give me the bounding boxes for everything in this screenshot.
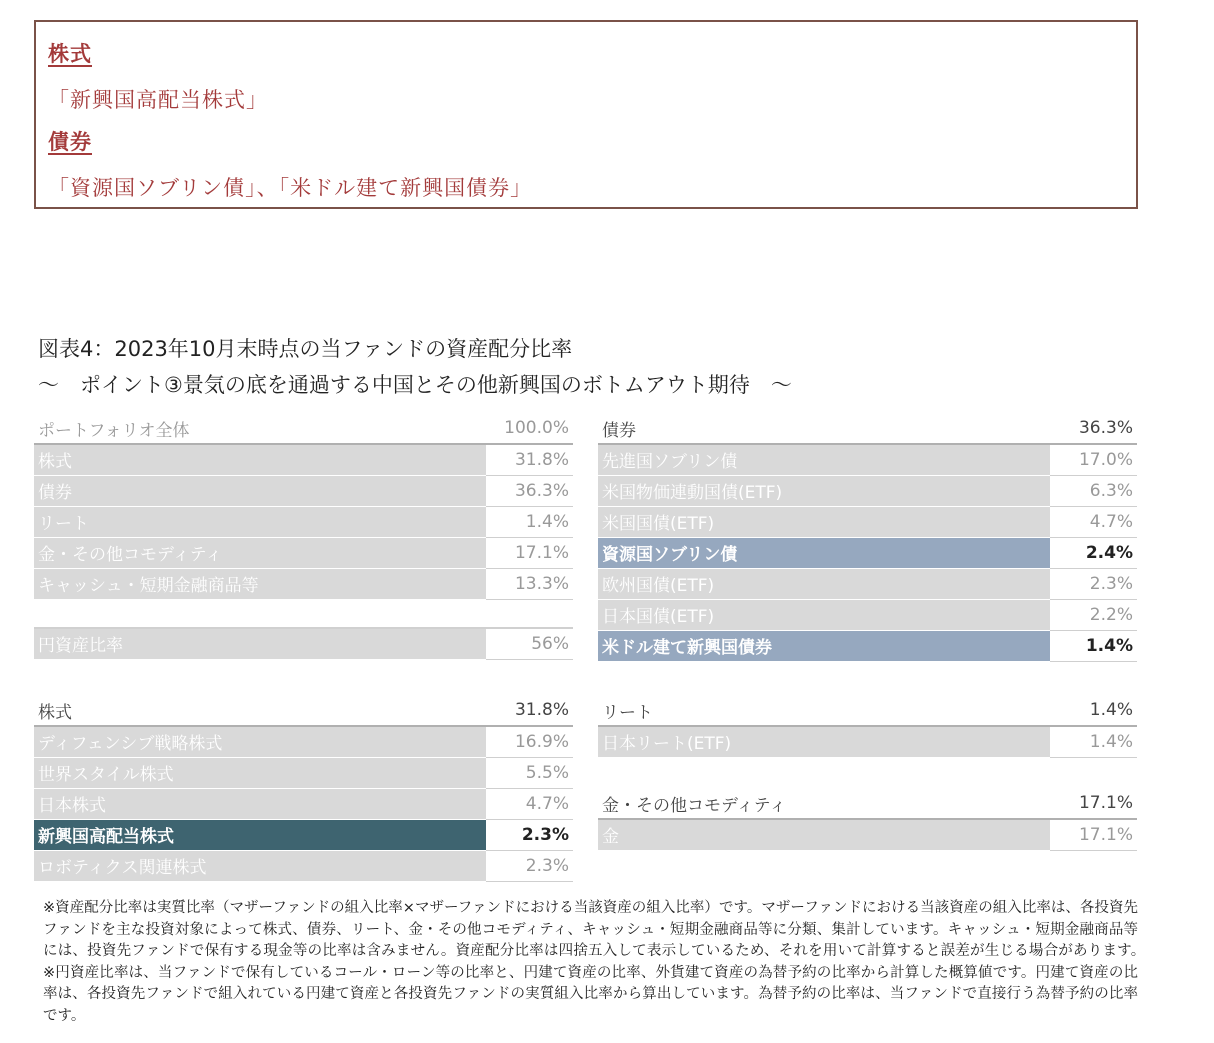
- row-label: 債券: [34, 475, 486, 506]
- row-value: 2.3%: [486, 819, 573, 850]
- header-value: 1.4%: [1050, 695, 1137, 726]
- chart-title: 図表4：2023年10月末時点の当ファンドの資産配分比率: [38, 337, 573, 361]
- row-value: 2.2%: [1050, 599, 1137, 630]
- row-label: 欧州国債(ETF): [598, 568, 1050, 599]
- row-label: 株式: [34, 444, 486, 475]
- row-value: 17.1%: [486, 537, 573, 568]
- table-row: [34, 475, 573, 506]
- footnote: ※資産配分比率は実質比率（マザーファンドの組入比率×マザーファンドにおける当該資産の組入比率）です。マザーファンドにおける当該資産の組入比率は、各投資先ファンドを主な投資対象によって株式、債券、リート、金・その他コモディティ、キャッシュ・短期金融商品等に分類、集計しています。キャッシュ・短期金融商品等には、投資先ファンドで保有する現金等の比率は含みません。資産配分比率は四捨五入して表示しているため、それを用いて計算すると誤差が生じる場合があります。 ※円資産比率は、当ファンドで保有しているコール・ローン等の比率と、円建て資産の比率、外貨建て資産の為替予約の比率から計算した概算値です。円建て資産の比率は、各投資先ファンドで組入れている円建て資産と各投資先ファンドの実質組入比率から算出しています。為替予約の比率は、当ファンドで直接行う為替予約の比率です。: [43, 900, 1153, 1024]
- row-value: 2.3%: [486, 850, 573, 881]
- header-label: ポートフォリオ全体: [34, 413, 486, 444]
- header-label: 株式: [34, 695, 486, 726]
- row-label: ディフェンシブ戦略株式: [34, 726, 486, 757]
- row-value: 4.7%: [1050, 506, 1137, 537]
- row-value: 16.9%: [486, 726, 573, 757]
- table-row: [34, 726, 573, 757]
- row-label: 新興国高配当株式: [34, 819, 486, 850]
- table-row: [34, 506, 573, 537]
- table-header: [34, 413, 573, 444]
- chart-subtitle: ～ ポイント③景気の底を通過する中国とその他新興国のボトムアウト期待 ～: [38, 373, 792, 397]
- bond-items: 「資源国ソブリン債」、「米ドル建て新興国債券」: [48, 176, 533, 200]
- row-label: 日本リート(ETF): [598, 726, 1050, 757]
- yen-ratio-label: 円資産比率: [34, 628, 486, 659]
- header-value: 100.0%: [486, 413, 573, 444]
- table-row: [598, 444, 1137, 475]
- highlight-row: [598, 630, 1137, 661]
- row-value: 2.3%: [1050, 568, 1137, 599]
- table-row: [34, 568, 573, 599]
- row-value: 4.7%: [486, 788, 573, 819]
- table-header: [598, 695, 1137, 726]
- yen-ratio-value: 56%: [486, 628, 573, 659]
- table-spacer: [34, 599, 573, 628]
- row-label: 日本株式: [34, 788, 486, 819]
- reit-table: [598, 695, 1137, 758]
- row-label: 日本国債(ETF): [598, 599, 1050, 630]
- row-value: 2.4%: [1050, 537, 1137, 568]
- table-row: [598, 475, 1137, 506]
- row-label: 世界スタイル株式: [34, 757, 486, 788]
- row-label: 米国国債(ETF): [598, 506, 1050, 537]
- table-row: [34, 537, 573, 568]
- table-header: [598, 413, 1137, 444]
- row-label: 米ドル建て新興国債券: [598, 630, 1050, 661]
- row-label: 資源国ソブリン債: [598, 537, 1050, 568]
- row-label: リート: [34, 506, 486, 537]
- row-value: 5.5%: [486, 757, 573, 788]
- header-value: 36.3%: [1050, 413, 1137, 444]
- header-value: 31.8%: [486, 695, 573, 726]
- bonds-table: [598, 413, 1137, 662]
- table-row: [34, 788, 573, 819]
- header-label: 債券: [598, 413, 1050, 444]
- equity-items: 「新興国高配当株式」: [48, 88, 268, 112]
- table-row: [598, 506, 1137, 537]
- row-value: 1.4%: [1050, 726, 1137, 757]
- highlight-box: [34, 20, 1138, 209]
- bond-heading: 債券: [48, 130, 92, 154]
- header-value: 17.1%: [1050, 788, 1137, 819]
- row-label: 金・その他コモディティ: [34, 537, 486, 568]
- row-value: 31.8%: [486, 444, 573, 475]
- row-label: 金: [598, 819, 1050, 850]
- equity-heading: 株式: [48, 42, 92, 66]
- highlight-row: [598, 537, 1137, 568]
- header-label: リート: [598, 695, 1050, 726]
- table-row: [34, 444, 573, 475]
- portfolio-table: [34, 413, 573, 660]
- table-header: [34, 695, 573, 726]
- table-header: [598, 788, 1137, 819]
- commodity-table: [598, 788, 1137, 851]
- table-row: [598, 819, 1137, 850]
- table-row: [34, 757, 573, 788]
- table-row: [598, 568, 1137, 599]
- row-label: 先進国ソブリン債: [598, 444, 1050, 475]
- equities-table: [34, 695, 573, 882]
- row-label: ロボティクス関連株式: [34, 850, 486, 881]
- row-value: 36.3%: [486, 475, 573, 506]
- row-label: 米国物価連動国債(ETF): [598, 475, 1050, 506]
- table-row: [34, 850, 573, 881]
- header-label: 金・その他コモディティ: [598, 788, 1050, 819]
- row-value: 17.1%: [1050, 819, 1137, 850]
- table-row: [598, 726, 1137, 757]
- yen-ratio-row: [34, 628, 573, 659]
- row-value: 1.4%: [486, 506, 573, 537]
- highlight-row: [34, 819, 573, 850]
- row-value: 13.3%: [486, 568, 573, 599]
- row-value: 17.0%: [1050, 444, 1137, 475]
- row-value: 1.4%: [1050, 630, 1137, 661]
- table-row: [598, 599, 1137, 630]
- row-value: 6.3%: [1050, 475, 1137, 506]
- row-label: キャッシュ・短期金融商品等: [34, 568, 486, 599]
